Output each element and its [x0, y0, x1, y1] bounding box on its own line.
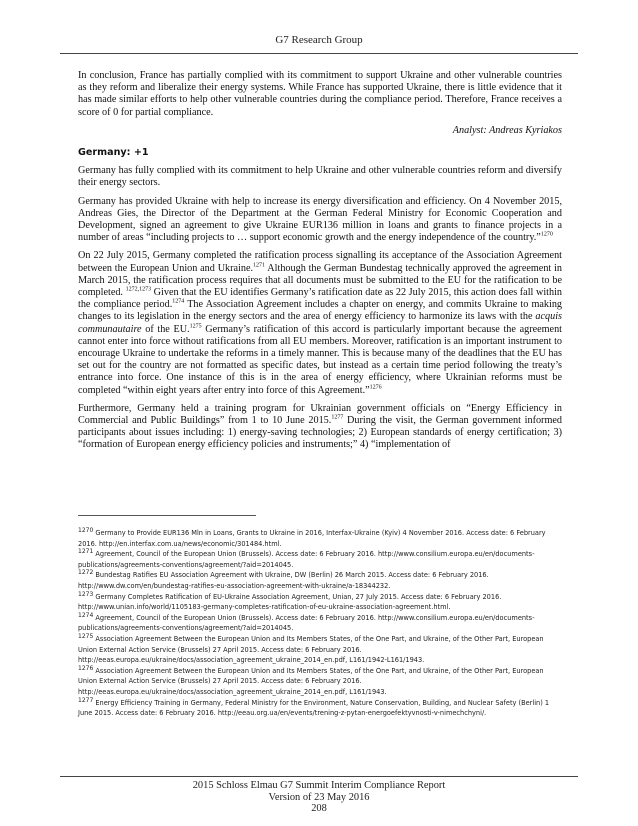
footnote-ref: 1275: [189, 323, 202, 330]
footnote: [78, 549, 564, 570]
running-header: G7 Research Group: [275, 34, 363, 46]
germany-paragraph-1: Germany has fully complied with its commitment to help Ukraine and other vulnerable countries reform and diversify their energy sectors.: [78, 165, 562, 189]
footnote-number: 1270: [78, 526, 94, 534]
footnote: [78, 666, 564, 698]
footnote-text: Agreement, Council of the European Union (Brussels). Access date: 6 February 2016. http://www.consilium.europa.eu/en/documents-publications/agreements-conventions/agreement/?aid=2014045.: [78, 550, 535, 569]
page-number: 208: [311, 803, 327, 815]
footnote-text: Germany to Provide EUR136 Mln in Loans, Grants to Ukraine in 2016, Interfax-Ukraine (Kyiv) 4 November 2016. Access date: 6 February 2016. http://en.interfax.com.ua/news/economic/301484.html.: [78, 529, 546, 548]
footnote-text: Energy Efficiency Training in Germany, Federal Ministry for the Environment, Nature Conservation, Building, and Nuclear Safety (Berlin) 1 June 2015. Access date: 6 February 2016. http://eeau.org.ua/en/events/trening-z-pytan-energoefektyvnosti-v-nimechchyni/.: [78, 698, 550, 718]
footnote: [78, 528, 564, 549]
running-footer: [0, 780, 638, 815]
footnote-ref: 1274: [172, 298, 185, 305]
italic-term: acquis communautaire: [78, 311, 562, 335]
germany-heading: Germany: +1: [78, 147, 149, 159]
footnote: [78, 613, 564, 634]
paragraph-text: Given that the EU identifies Germany’s ratification date as 22 July 2015, this action does fall within the compliance period.: [78, 287, 562, 311]
footnote-number: 1274: [78, 611, 94, 619]
footnote-text: Bundestag Ratifies EU Association Agreement with Ukraine, DW (Berlin) 26 March 2015. Access date: 6 February 2016. http://www.dw.com/en/bundestag-ratifies-eu-association-agreement-with-ukraine/a-18344232.: [78, 571, 489, 590]
footnote-number: 1271: [78, 548, 94, 555]
report-version: Version of 23 May 2016: [268, 791, 370, 803]
footnote-text: Association Agreement Between the European Union and Its Members States, of the One Part, and Ukraine, of the Other Part, European Union External Action Service (Brussels) 27 April 2015. Access date: 6 February 2016. http://eeas.europa.eu/ukraine/docs/association_agreement_ukraine_2014_en.pdf, L161/1943.: [78, 666, 544, 696]
france-conclusion: In conclusion, France has partially complied with its commitment to support Ukraine and other vulnerable countries as they reform and liberalize their energy systems. While France has supported Ukraine, there is little evidence that it has made similar efforts to help other vulnerable countries during the compliance period. Therefore, France receives a score of 0 for partial compliance.: [78, 70, 562, 118]
header-divider: [60, 53, 578, 54]
paragraph-text: Although the German Bundestag technically approved the agreement in March 2015, the ratification process requires that all documents must be submitted to the EU for the ratification to be completed.: [78, 262, 562, 299]
footnote: [78, 570, 564, 591]
footnote-text: Association Agreement Between the European Union and Its Members States, of the One Part, and Ukraine, of the Other Part, European Union External Action Service (Brussels) 27 April 2015. Access date: 6 February 2016. http://eeas.europa.eu/ukraine/docs/association_agreement_ukraine_2014_en.pdf, L161/1942-L161/1943.: [78, 634, 544, 665]
paragraph-text: Germany’s ratification of this accord is particularly important because the agreement cannot enter into force without ratifications from all EU members. Moreover, ratification is an important instrument to encourage Ukraine to undertake the reforms in a timely manner. This is because many of the deadlines that the EU has set out for the country are not formatted as specific dates, but instead as a certain time period following the treaty’s entrance into force. One instance of this is in the area of energy efficiency, where Ukrainian reforms must be completed “within eight years after entry into force of this Agreement.”: [78, 323, 562, 396]
paragraph-text: The Association Agreement includes a chapter on energy, and commits Ukraine to making changes to its legislation in the energy sectors and the area of energy efficiency to harmonize its laws with the: [78, 299, 563, 323]
paragraph-text: Germany has provided Ukraine with help to increase its energy diversification and efficiency. On 4 November 2015, Andreas Gies, the Director of the Department at the German Federal Ministry for Economic Cooperation and Development, signed an agreement to give Ukraine EUR136 million in loans and grants to finance projects in a number of areas “including projects to … support economic growth and the energy independence of the country.”: [78, 195, 562, 244]
paragraph-text: On 22 July 2015, Germany completed the ratification process signalling its acceptance of the Association Agreement between the European Union and Ukraine.: [78, 250, 562, 274]
footnote: [78, 698, 564, 719]
footnotes: [78, 528, 564, 719]
paragraph-text: During the visit, the German government informed participants about issues including: 1) energy-saving technologies; 2) European standards of energy certification; 3) “formation of European energy efficiency policies and instruments;” 4) “implementation of: [78, 415, 562, 451]
footnote-ref: 1276: [369, 384, 382, 391]
footnote-divider: [78, 515, 256, 516]
footnote-ref: 1270: [540, 231, 553, 238]
footnote-ref: 1277: [331, 414, 344, 421]
germany-paragraph-3: [78, 250, 562, 396]
report-title: 2015 Schloss Elmau G7 Summit Interim Compliance Report: [192, 780, 446, 791]
footnote-ref: 1272,1273: [125, 286, 152, 293]
footnote-number: 1272: [78, 569, 94, 577]
footnote-number: 1275: [78, 632, 94, 640]
germany-paragraph-4: [78, 403, 562, 452]
footnote-ref: 1271: [253, 262, 266, 269]
germany-paragraph-2: [78, 196, 562, 245]
body-text: [78, 70, 562, 458]
paragraph-text: of the EU.: [141, 323, 190, 335]
footnote: [78, 634, 564, 666]
footnote-number: 1273: [78, 590, 94, 598]
analyst-credit: Analyst: Andreas Kyriakos: [452, 124, 562, 136]
footnote: [78, 592, 564, 613]
paragraph-text: Furthermore, Germany held a training program for Ukrainian government officials on “Energy Efficiency in Commercial and Public Buildings” from 1 to 10 June 2015.: [78, 402, 562, 427]
footnote-text: Agreement, Council of the European Union (Brussels). Access date: 6 February 2016. http://www.consilium.europa.eu/en/documents-publications/agreements-conventions/agreement/?aid=2014045.: [78, 613, 535, 633]
footnote-text: Germany Completes Ratification of EU-Ukraine Association Agreement, Unian, 27 July 2015. Access date: 6 February 2016. http://www.unian.info/world/1105183-germany-completes-ratification-of-eu-ukraine-association-agreement.html.: [78, 592, 502, 612]
footer-divider: [60, 776, 578, 777]
footnote-number: 1276: [78, 664, 94, 672]
footnote-number: 1277: [78, 696, 94, 704]
